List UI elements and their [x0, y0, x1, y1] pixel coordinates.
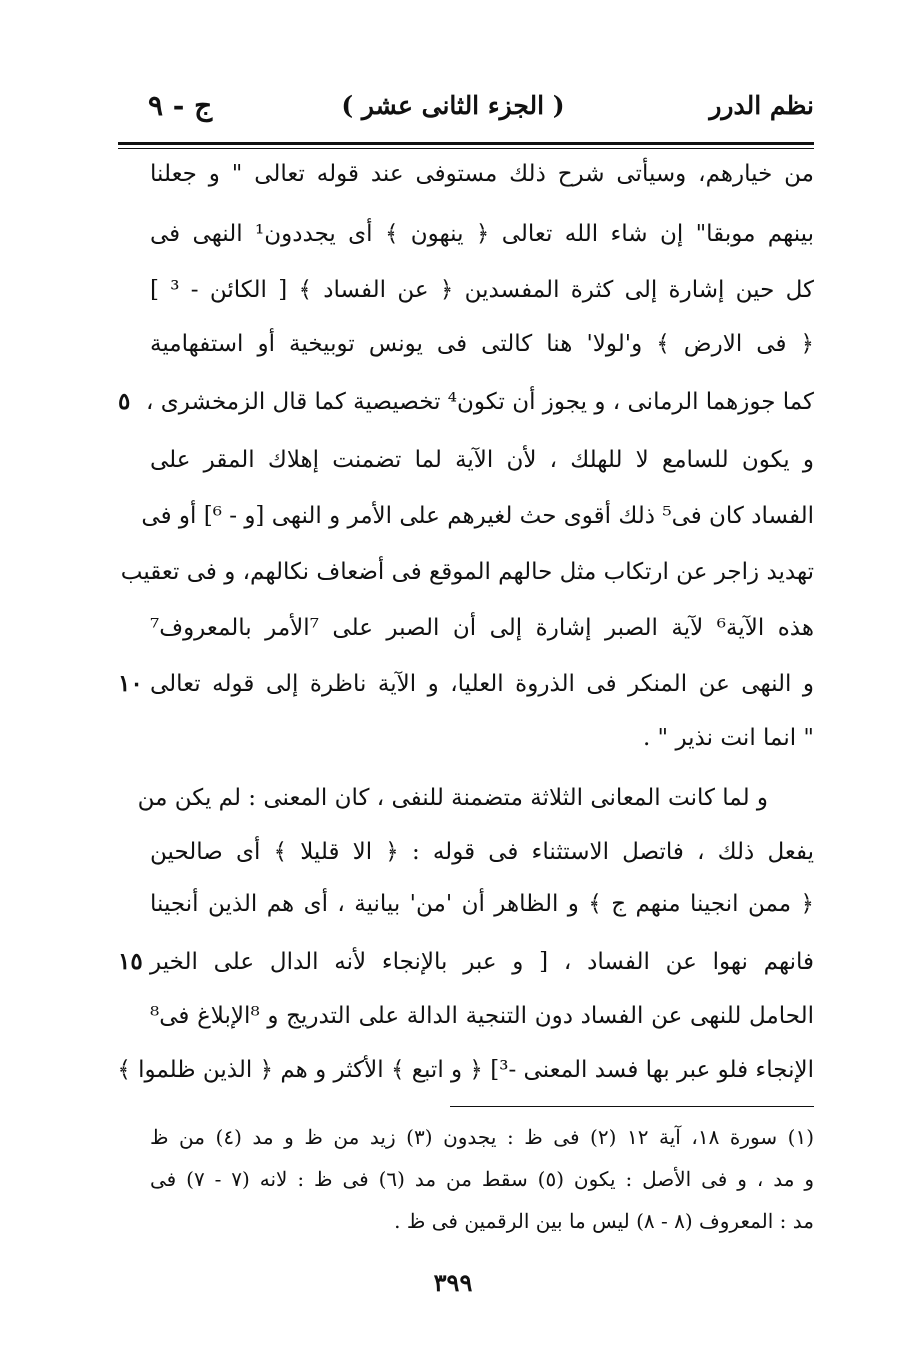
footnote-line: مد : المعروف (٨ - ٨) ليس ما بين الرقمين فى ظ .: [394, 1209, 814, 1233]
body-line: " انما انت نذير " .: [642, 725, 814, 751]
body-line: ﴿ فى الارض ﴾ و'لولا' هنا كالتى فى يونس توبيخية أو استفهامية: [150, 331, 814, 357]
footnote-rule: [450, 1106, 814, 1107]
body-line: و يكون للسامع لا للهلك ، لأن الآية لما تضمنت إهلاك المقر على: [150, 447, 814, 473]
body-line: كما جوزهما الرمانى ، و يجوز أن تكون⁴ تخصيصية كما قال الزمخشرى ،: [146, 389, 814, 415]
body-line: الإنجاء فلو عبر بها فسد المعنى -³] ﴿ و اتبع ﴾ الأكثر و هم ﴿ الذين ظلموا ﴾: [117, 1057, 814, 1083]
footnote-line: و مد ، و فى الأصل : يكون (٥) سقط من مد (٦) فى ظ : لانه (٧ - ٧) فى: [150, 1167, 814, 1191]
header-rule: [118, 142, 814, 145]
body-line: فانهم نهوا عن الفساد ، [ و عبر بالإنجاء لأنه الدال على الخير: [150, 949, 814, 975]
body-line: الحامل للنهى عن الفساد دون التنجية الدالة على التدريج و ⁸الإبلاغ فى⁸: [150, 1003, 814, 1029]
body-line: بينهم موبقا" إن شاء الله تعالى ﴿ ينهون ﴾ أى يجددون¹ النهى فى: [150, 221, 814, 247]
footnote-line: (١) سورة ١٨، آية ١٢ (٢) فى ظ : يجدون (٣) زيد من ظ و مد (٤) من ظ: [150, 1125, 815, 1149]
page-number: ٣٩٩: [433, 1268, 473, 1297]
body-line: و لما كانت المعانى الثلاثة متضمنة للنفى ، كان المعنى : لم يكن من: [137, 785, 768, 811]
body-line: هذه الآية⁶ لآية الصبر إشارة إلى أن الصبر على ⁷الأمر بالمعروف⁷: [150, 615, 814, 641]
line-number: ٥: [118, 388, 131, 415]
body-line: كل حين إشارة إلى كثرة المفسدين ﴿ عن الفساد ﴾ [ الكائن - ³ ]: [150, 277, 814, 303]
body-line: تهديد زاجر عن ارتكاب مثل حالهم الموقع فى أضعاف نكالهم، و فى تعقيب: [120, 559, 814, 585]
body-line: يفعل ذلك ، فاتصل الاستثناء فى قوله : ﴿ الا قليلا ﴾ أى صالحين: [150, 839, 814, 865]
body-line: من خيارهم، وسيأتى شرح ذلك مستوفى عند قوله تعالى " و جعلنا: [150, 161, 814, 187]
body-line: الفساد كان فى⁵ ذلك أقوى حث لغيرهم على الأمر و النهى [و - ⁶] أو فى: [141, 503, 814, 529]
volume-indicator: ج - ٩: [148, 89, 213, 122]
body-line: و النهى عن المنكر فى الذروة العليا، و الآية ناظرة إلى قوله تعالى: [150, 671, 814, 697]
running-title: نظم الدرر: [709, 91, 814, 120]
line-number: ١٥: [118, 948, 143, 975]
part-title: ( الجزء الثانى عشر ): [341, 91, 565, 120]
body-line: ﴿ ممن انجينا منهم ج ﴾ و الظاهر أن 'من' بيانية ، أى هم الذين أنجينا: [150, 891, 814, 917]
line-number: ١٠: [118, 670, 143, 697]
header-rule-thin: [118, 148, 814, 149]
